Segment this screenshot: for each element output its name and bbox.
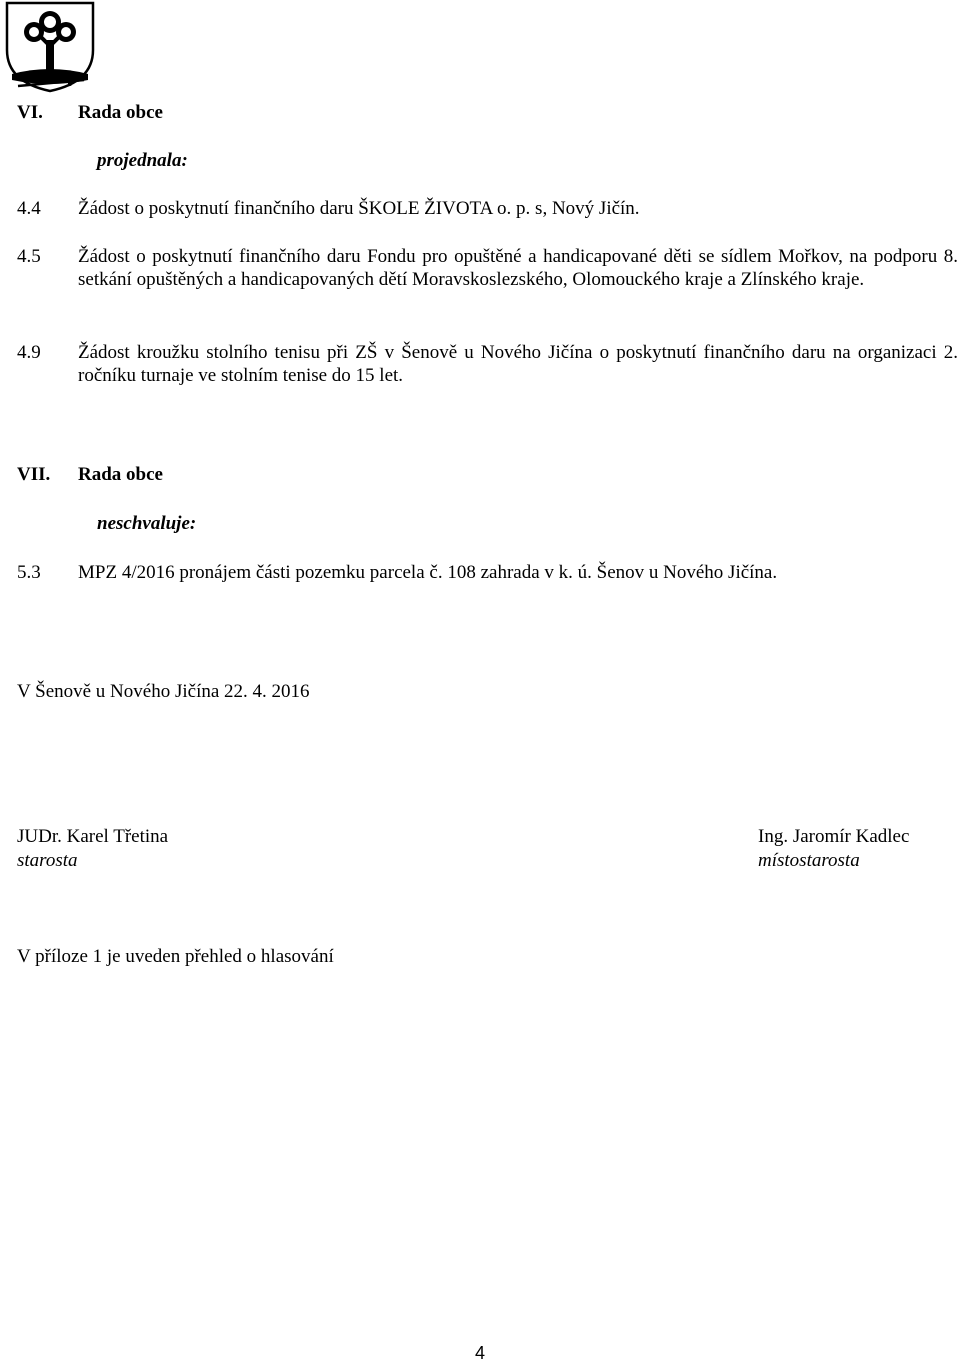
section-vii-subheading: neschvaluje:	[97, 513, 197, 534]
signature-left-name: JUDr. Karel Třetina	[17, 826, 169, 847]
signature-left-role: starosta	[17, 850, 78, 871]
item-text: Žádost o poskytnutí finančního daru Fondu pro opuštěné a handicapované děti se sídlem Mořkov, na podporu 8. setkání opuštěných a handicapovaných dětí Moravskoslezského, Olomouckého kraje a Zlínského kraje.	[78, 246, 958, 290]
item-number: 4.9	[17, 342, 41, 363]
coat-of-arms-icon	[4, 0, 96, 94]
page-number: 4	[474, 1343, 485, 1363]
signature-right-name: Ing. Jaromír Kadlec	[758, 826, 910, 847]
signature-right-role: místostarosta	[758, 850, 860, 871]
section-vii-title: Rada obce	[78, 464, 163, 485]
section-vi-subheading: projednala:	[97, 150, 188, 171]
section-vi-title: Rada obce	[78, 102, 163, 123]
place-date: V Šenově u Nového Jičína 22. 4. 2016	[17, 681, 310, 702]
item-number: 4.5	[17, 246, 41, 267]
item-text: MPZ 4/2016 pronájem části pozemku parcela č. 108 zahrada v k. ú. Šenov u Nového Jičína.	[78, 562, 778, 583]
item-text: Žádost kroužku stolního tenisu při ZŠ v Šenově u Nového Jičína o poskytnutí finančního daru na organizaci 2. ročníku turnaje ve stolním tenise do 15 let.	[78, 342, 958, 386]
section-vi-number: VI.	[17, 102, 43, 123]
item-number: 5.3	[17, 562, 41, 583]
item-number: 4.4	[17, 198, 41, 219]
item-text: Žádost o poskytnutí finančního daru ŠKOLE ŽIVOTA o. p. s, Nový Jičín.	[78, 198, 640, 219]
section-vii-number: VII.	[17, 464, 51, 485]
attachment-note: V příloze 1 je uveden přehled o hlasování	[17, 946, 334, 967]
